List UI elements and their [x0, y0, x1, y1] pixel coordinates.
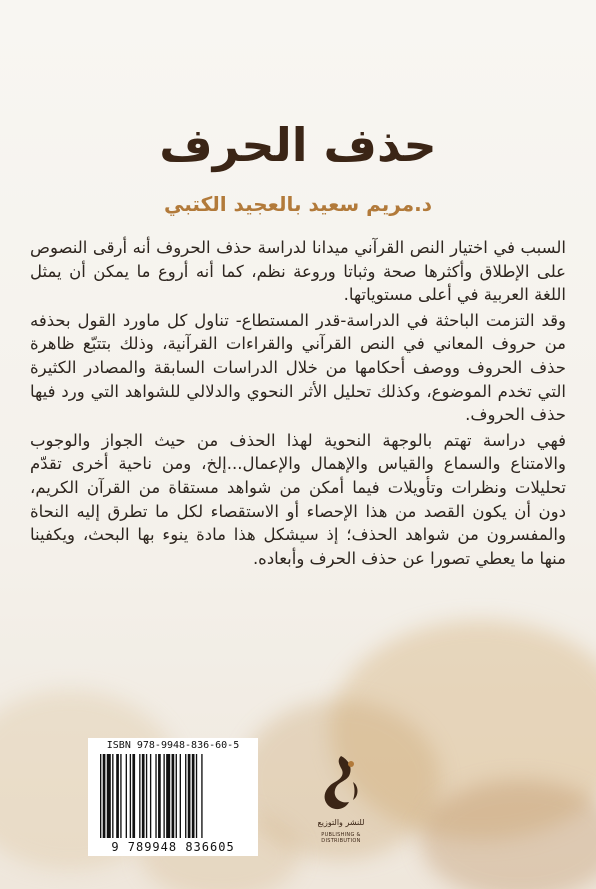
barcode-bar [120, 754, 121, 838]
barcode-bar [158, 754, 161, 838]
barcode-bar [126, 754, 127, 838]
isbn-barcode [88, 738, 258, 856]
book-title: حذف الحرف [159, 118, 437, 172]
barcode-bar [192, 754, 195, 838]
barcode-bar [139, 754, 140, 838]
author-name: د.مريم سعيد بالعجيد الكتبي [164, 192, 432, 216]
blurb-paragraph: فهي دراسة تهتم بالوجهة النحوية لهذا الحذف من حيث الجواز والوجوب والامتناع والسماع والقياس والإهمال والإعمال...إلخ، ومن ناحية أخرى تقدّم تحليلات ونظرات وتأويلات فيما أمكن من شواهد مستقاة من القرآن الكريم، دون أن يكون القصد من هذا الإحصاء أو الاستقصاء لكل ما تطرق إليه النحاة والمفسرون من شواهد الحذف؛ إذ سيشكل هذا مادة ينوء بها البحث، ويكفينا منها ما يعطي تصورا عن حذف الحرف وأبعاده. [30, 430, 566, 568]
barcode-bar [201, 754, 202, 838]
barcode-bar [188, 754, 191, 838]
barcode-bar [185, 754, 186, 838]
isbn-label: ISBN 978-9948-836-60-5 [106, 740, 240, 751]
barcode-bars [98, 754, 248, 838]
barcode-bar [116, 754, 119, 838]
barcode-bar [103, 754, 106, 838]
blurb-paragraph: وقد التزمت الباحثة في الدراسة-قدر المستطاع- تناول كل ماورد القول بحذفه من حروف المعاني في النص القرآني والقراءات القرآنية، وذلك بتتبّع ظاهرة حذف الحروف ووصف أحكامها من خلال الدراسات السابقة والمصادر الكثيرة التي تخدم الموضوع، وكذلك تحليل الأثر النحوي والدلالي للشواهد التي ورد فيها حذف الحروف. [30, 310, 566, 425]
publisher-name-ar: للنشر والتوزيع [317, 818, 365, 827]
blurb-paragraph: السبب في اختيار النص القرآني ميدانا لدراسة حذف الحروف أنه أرقى النصوص على الإطلاق وأكثرها صحة وثباتا وروعة نظم، كما أنه أروع ما يمكن أن يمثل اللغة العربية في أعلى مستوياتها. [30, 238, 566, 305]
barcode-bar [142, 754, 145, 838]
publisher-logo [313, 752, 369, 848]
publisher-logo-mark [319, 752, 363, 816]
isbn-digits: 9 789948 836605 [111, 840, 235, 854]
barcode-bar [176, 754, 177, 838]
barcode-bar [100, 754, 101, 838]
barcode-bar [196, 754, 197, 838]
barcode-bar [107, 754, 111, 838]
barcode-bar [146, 754, 147, 838]
blurb-text [30, 236, 566, 572]
publisher-name-en: PUBLISHING & DISTRIBUTION [321, 832, 361, 844]
barcode-bar [132, 754, 135, 838]
barcode-bar [150, 754, 151, 838]
barcode-bar [166, 754, 170, 838]
barcode-bar [172, 754, 175, 838]
barcode-bar [163, 754, 164, 838]
barcode-bar [130, 754, 131, 838]
barcode-bar [180, 754, 181, 838]
barcode-bar [155, 754, 156, 838]
barcode-bar [112, 754, 113, 838]
